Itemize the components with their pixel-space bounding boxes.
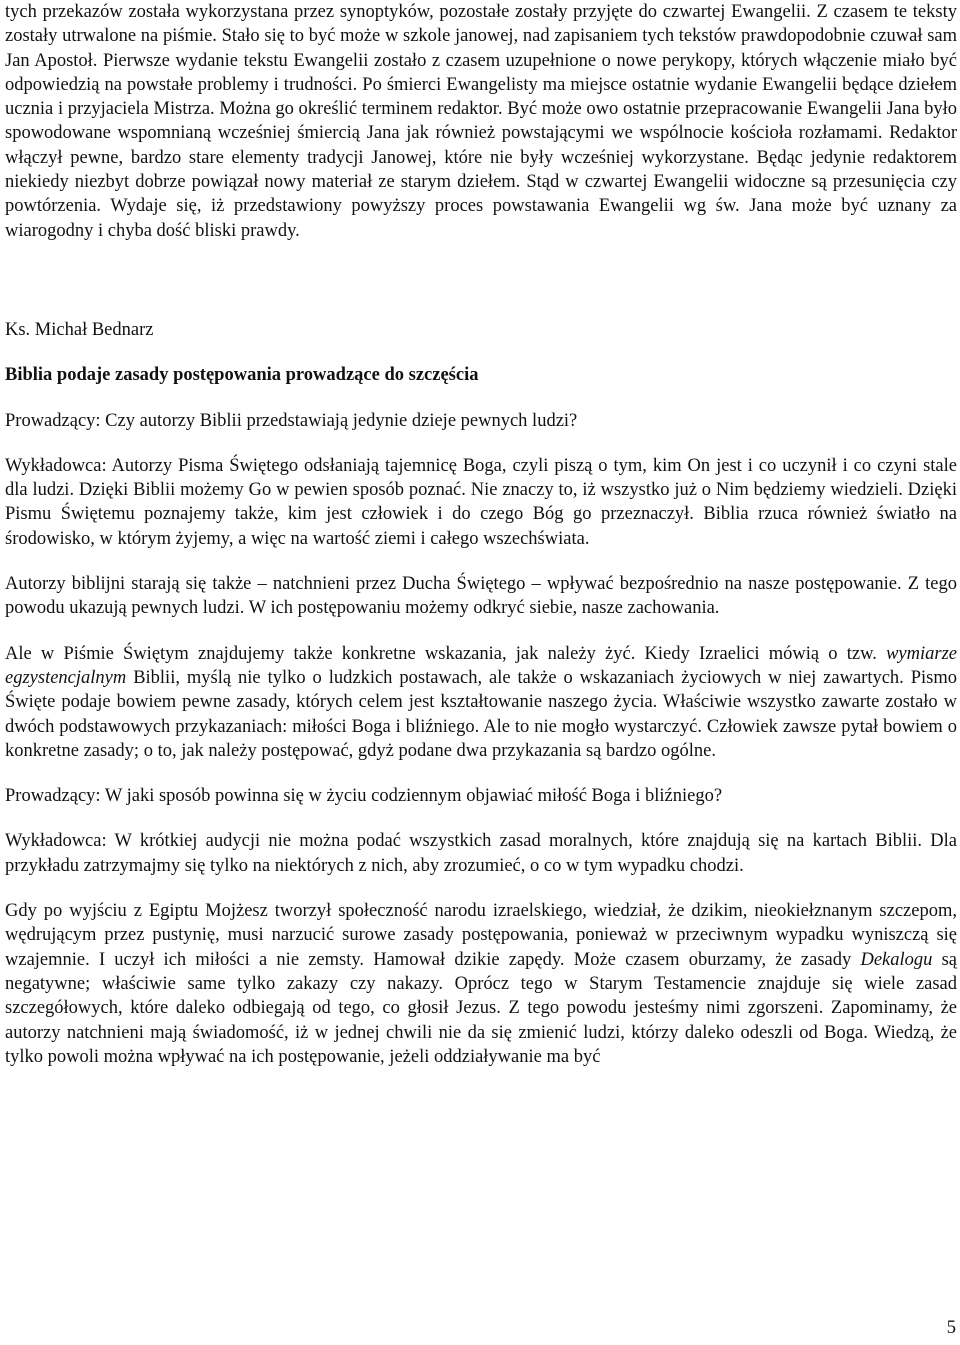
paragraph-text: są negatywne; właściwie same tylko zakazy czy nakazy. Oprócz tego w Starym Testamencie znajduje się wiele zasad szczegółowych, które daleko odbiegają od tego, co głosił Jezus. Z tego powodu jesteśmy nimi zgorszeni. Zapominamy, że autorzy natchnieni mają świadomość, iż w jednej chwili nie da się zmienić ludzi, którzy daleko odeszli od Boga. Wiedzą, że tylko powoli można wpływać na ich postępowanie, jeżeli oddziaływanie ma być: [5, 949, 957, 1067]
section-spacer: [5, 243, 957, 318]
article-author: Ks. Michał Bednarz: [5, 319, 154, 340]
paragraph-text: Gdy po wyjściu z Egiptu Mojżesz tworzył społeczność narodu izraelskiego, wiedział, że dzikim, nieokiełznanym szczepom, wędrującym przez pustynię, musi narzucić surowe zasady postępowania, ponieważ w przeciwnym wypadku wyniszczą się wzajemnie. I uczył ich miłości a nie zemsty. Hamował dzikie zapędy. Może czasem oburzamy, że zasady: [5, 901, 957, 970]
paragraph-moses: [5, 899, 957, 1069]
paragraph-text: Biblii, myślą nie tylko o ludzkich postawach, ale także o wskazaniach życiowych w niej zawartych. Pismo Święte podaje bowiem pewne zasady, których celem jest kształtowanie naszego życia. Właściwie wszystko zawarte zostało w dwóch podstawowych przykazaniach: miłości Boga i bliźniego. Ale to nie mogło wystarczyć. Człowiek zawsze pytał bowiem o konkretne zasady; o to, jak należy postępować, gdyż podane dwa przykazania są bardzo ogólne.: [5, 667, 957, 761]
paragraph-answer-1: Wykładowca: Autorzy Pisma Świętego odsłaniają tajemnicę Boga, czyli piszą o tym, kim On jest i co uczynił i co czyni stale dla ludzi. Dzięki Biblii możemy Go w pewien sposób poznać. Nie znaczy to, iż wszystko już o Nim będziemy wiedzieli. Dzięki Pismu Świętemu poznajemy także, kim jest człowiek i do czego Bóg go przeznaczył. Biblia rzuca również światło na środowisko, w którym żyjemy, a więc na wartość ziemi i całego wszechświata.: [5, 455, 957, 549]
document-page: [5, 0, 957, 1069]
page-number: 5: [946, 1318, 956, 1338]
emphasis-text: Dekalogu: [860, 949, 933, 970]
article-title: Biblia podaje zasady postępowania prowadzące do szczęścia: [5, 365, 479, 386]
paragraph-guidance: [5, 642, 957, 763]
intro-paragraph: tych przekazów została wykorzystana przez synoptyków, pozostałe zostały przyjęte do czwartej Ewangelii. Z czasem te teksty zostały utrwalone na piśmie. Stało się to być może w szkole janowej, nad zapisaniem tych tekstów prawdopodobnie czuwał sam Jan Apostoł. Pierwsze wydanie tekstu Ewangelii zostało z czasem uzupełnione o nowe perykopy, których włączenie miało być odpowiedzią na powstałe problemy i trudności. Po śmierci Ewangelisty ma miejsce ostatnie wydanie Ewangelii będące dziełem ucznia i przyjaciela Mistrza. Można go określić terminem redaktor. Być może owo ostatnie przepracowanie Ewangelii Jana było spowodowane wspomnianą wcześniej śmiercią Jana jak również powstającymi we wspólnocie kościoła rozłamami. Redaktor włączył pewne, bardzo stare elementy tradycji Janowej, które nie były wcześniej wykorzystane. Będąc jedynie redaktorem niekiedy niezbyt dobrze powiązał nowy materiał ze starym dziełem. Stąd w czwartej Ewangelii widoczne są przesunięcia czy powtórzenia. Wydaje się, iż przedstawiony powyższy proces powstawania Ewangelii wg św. Jana może być uznany za wiarogodny i chyba dość bliski prawdy.: [5, 2, 957, 241]
emphasis-text: wymiarze egzystencjalnym: [5, 643, 957, 688]
paragraph-question-2: Prowadzący: W jaki sposób powinna się w życiu codziennym objawiać miłość Boga i bliźniego?: [5, 786, 723, 807]
paragraph-question-1: Prowadzący: Czy autorzy Biblii przedstawiają jedynie dzieje pewnych ludzi?: [5, 410, 578, 431]
paragraph-authors: Autorzy biblijni starają się także – natchnieni przez Ducha Świętego – wpływać bezpośrednio na nasze postępowanie. Z tego powodu ukazują pewnych ludzi. W ich postępowaniu możemy odkryć siebie, nasze zachowania.: [5, 574, 957, 619]
paragraph-text: Ale w Piśmie Świętym znajdujemy także konkretne wskazania, jak należy żyć. Kiedy Izraelici mówią o tzw.: [5, 643, 887, 664]
paragraph-answer-2: Wykładowca: W krótkiej audycji nie można podać wszystkich zasad moralnych, które znajdują się na kartach Biblii. Dla przykładu zatrzymajmy się tylko na niektórych z nich, aby zrozumieć, o co w tym wypadku chodzi.: [5, 831, 957, 876]
